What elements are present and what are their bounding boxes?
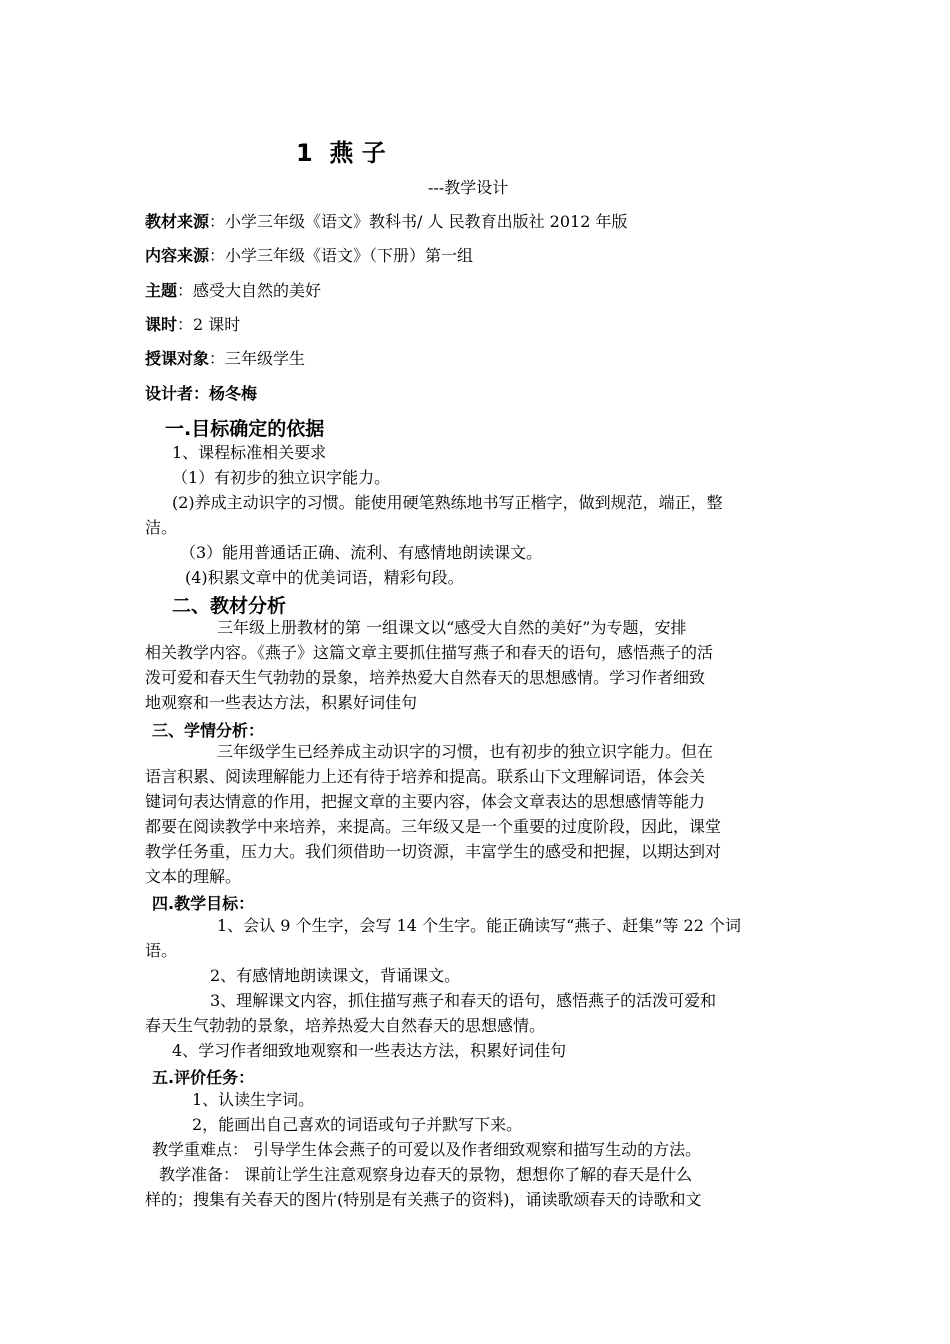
paragraph-line: 教学任务重，压力大。我们须借助一切资源，丰富学生的感受和把握，以期达到对 xyxy=(145,842,722,861)
meta-sep: ： xyxy=(177,315,194,334)
meta-sep: ： xyxy=(177,281,194,300)
paragraph-line: 4、学习作者细致地观察和一些表达方法，积累好词佳句 xyxy=(172,1041,567,1060)
meta-sep: ： xyxy=(209,349,226,368)
paragraph-line: 3、理解课文内容，抓住描写燕子和春天的语句，感悟燕子的活泼可爱和 xyxy=(210,991,717,1010)
meta-label: 设计者 xyxy=(145,384,194,403)
paragraph-line: 春天生气勃勃的景象，培养热爱大自然春天的思想感情。 xyxy=(145,1016,546,1035)
meta-value: 三年级学生 xyxy=(225,349,306,368)
paragraph-line: 地观察和一些表达方法，积累好词佳句 xyxy=(145,693,418,712)
paragraph-line: 语言积累、阅读理解能力上还有待于培养和提高。联系山下文理解词语，体会关 xyxy=(145,767,706,786)
paragraph-line: 2、有感情地朗读课文，背诵课文。 xyxy=(210,966,461,985)
meta-value: 2 课时 xyxy=(193,315,241,334)
paragraph-line: （1）有初步的独立识字能力。 xyxy=(172,468,391,487)
meta-value: 小学三年级《语文》（下册）第一组 xyxy=(225,246,474,265)
meta-audience xyxy=(145,347,305,371)
section-heading: 五.评价任务： xyxy=(152,1068,255,1087)
section-heading: 一.目标确定的依据 xyxy=(165,418,325,440)
meta-sep: ： xyxy=(209,246,226,265)
meta-sep: ： xyxy=(193,384,210,403)
paragraph-line: (2)养成主动识字的习惯。能使用硬笔熟练地书写正楷字，做到规范，端正，整 xyxy=(172,493,723,512)
paragraph-line: （3）能用普通话正确、流利、有感情地朗读课文。 xyxy=(180,543,543,562)
paragraph-line: (4)积累文章中的优美词语，精彩句段。 xyxy=(185,568,464,587)
meta-hours xyxy=(145,313,240,337)
meta-source xyxy=(145,210,628,234)
section-heading: 三、学情分析： xyxy=(152,721,265,740)
paragraph-line: 样的；搜集有关春天的图片(特别是有关燕子的资料)，诵读歌颂春天的诗歌和文 xyxy=(145,1190,702,1209)
meta-value: 小学三年级《语文》教科书/ 人 民教育出版社 2012 年版 xyxy=(225,212,628,231)
meta-sep: ： xyxy=(209,212,226,231)
paragraph-line: 泼可爱和春天生气勃勃的景象，培养热爱大自然春天的思想感情。学习作者细致 xyxy=(145,668,706,687)
meta-label: 授课对象 xyxy=(145,349,210,368)
meta-label: 课时 xyxy=(145,315,178,334)
meta-label: 内容来源 xyxy=(145,246,210,265)
paragraph-line: 1、认读生字词。 xyxy=(192,1090,315,1109)
meta-label: 教材来源 xyxy=(145,212,210,231)
meta-designer xyxy=(145,382,257,406)
paragraph-line: 语。 xyxy=(145,941,178,960)
paragraph-line: 教学重难点： 引导学生体会燕子的可爱以及作者细致观察和描写生动的方法。 xyxy=(152,1140,702,1159)
page-title: 1 燕 子 xyxy=(296,139,386,167)
page-subtitle: ---教学设计 xyxy=(428,178,509,197)
paragraph-line: 文本的理解。 xyxy=(145,867,242,886)
paragraph-line: 都要在阅读教学中来培养，来提高。三年级又是一个重要的过度阶段，因此，课堂 xyxy=(145,817,722,836)
paragraph-line: 三年级上册教材的第 一组课文以“感受大自然的美好”为专题，安排 xyxy=(217,618,687,637)
section-heading: 二、教材分析 xyxy=(172,595,287,617)
paragraph-line: 相关教学内容。《燕子》这篇文章主要抓住描写燕子和春天的语句，感悟燕子的活 xyxy=(145,643,714,662)
paragraph-line: 教学准备： 课前让学生注意观察身边春天的景物，想想你了解的春天是什么 xyxy=(159,1165,693,1184)
meta-label: 主题 xyxy=(145,281,178,300)
paragraph-line: 1、会认 9 个生字，会写 14 个生字。能正确读写“燕子、赶集”等 22 个词 xyxy=(217,916,741,935)
meta-value: 杨冬梅 xyxy=(209,384,258,403)
paragraph-line: 洁。 xyxy=(145,518,178,537)
meta-theme xyxy=(145,279,321,303)
paragraph-line: 2，能画出自己喜欢的词语或句子并默写下来。 xyxy=(192,1115,523,1134)
section-heading: 四.教学目标： xyxy=(152,894,255,913)
paragraph-line: 三年级学生已经养成主动识字的习惯，也有初步的独立识字能力。但在 xyxy=(217,742,714,761)
paragraph-line: 1、课程标准相关要求 xyxy=(172,443,327,462)
meta-content xyxy=(145,244,473,268)
meta-value: 感受大自然的美好 xyxy=(193,281,322,300)
paragraph-line: 键词句表达情意的作用，把握文章的主要内容，体会文章表达的思想感情等能力 xyxy=(145,792,706,811)
